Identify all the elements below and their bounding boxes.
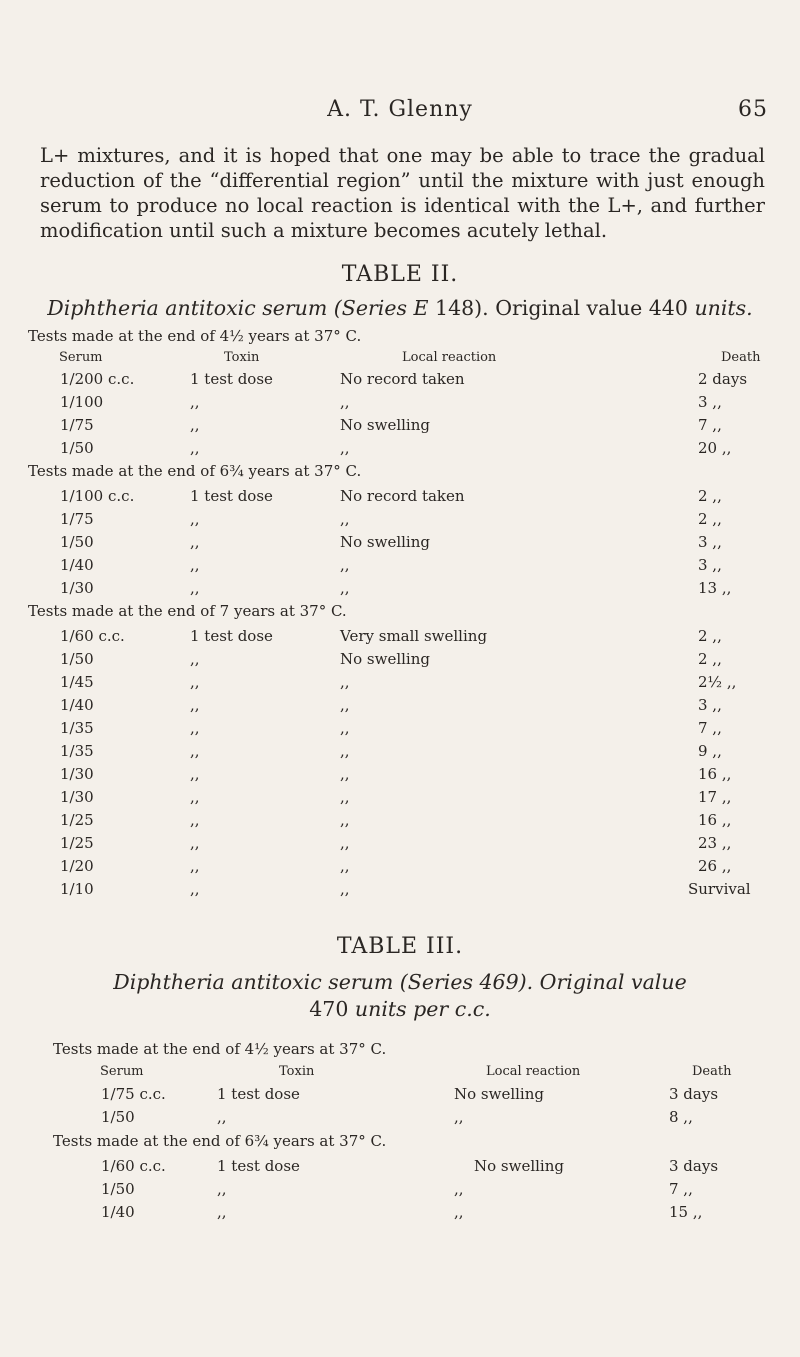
page-number: 65: [738, 97, 768, 122]
table-3-caption-line-2: 470 units per c.c.: [309, 997, 491, 1021]
table-row: 1/75 ,, ,, 2 ,,: [60, 510, 722, 528]
table-row: 1/35 ,, ,, 7 ,,: [60, 719, 722, 737]
table-row: 1/30 ,, ,, 17 ,,: [60, 788, 732, 806]
table-row: 1/35 ,, ,, 9 ,,: [60, 742, 722, 760]
table-3-caption-line-1: Diphtheria antitoxic serum (Series 469). Original value: [113, 970, 687, 994]
running-header: [0, 97, 800, 127]
table-2-section-3-label: Tests made at the end of 7 years at 37° C.: [28, 602, 347, 620]
table-row: 1/20 ,, ,, 26 ,,: [60, 857, 732, 875]
table-2-header-local: Local reaction: [402, 350, 497, 365]
table-row: 1/60 c.c. 1 test dose No swelling 3 days: [101, 1157, 719, 1175]
table-row: 1/60 c.c. 1 test dose Very small swelling 2 ,,: [60, 627, 722, 645]
table-3-title: TABLE III.: [336, 934, 464, 959]
table-2-header-serum: Serum: [59, 350, 103, 365]
table-row: 1/40 ,, ,, 3 ,,: [60, 696, 722, 714]
table-row: 1/50 ,, ,, 20 ,,: [60, 439, 732, 457]
table-row: 1/75 ,, No swelling 7 ,,: [60, 416, 722, 434]
table-3-section-2-label: Tests made at the end of 6¾ years at 37° C.: [53, 1132, 387, 1150]
table-row: 1/100 ,, ,, 3 ,,: [60, 393, 722, 411]
table-row: 1/100 c.c. 1 test dose No record taken 2 ,,: [60, 487, 722, 505]
table-3-section-1-label: Tests made at the end of 4½ years at 37° C.: [53, 1040, 387, 1058]
table-row: 1/30 ,, ,, 16 ,,: [60, 765, 732, 783]
intro-paragraph: L+ mixtures, and it is hoped that one may be able to trace the gradual reduction of the “differential region” until the mixture with just enough serum to produce no local reaction is identical with the L+, and further modification until such a mixture becomes acutely lethal.: [40, 144, 765, 242]
table-2-header-toxin: Toxin: [224, 350, 260, 365]
table-row: 1/50 ,, ,, 7 ,,: [101, 1180, 693, 1198]
table-row: 1/45 ,, ,, 2½ ,,: [60, 673, 737, 691]
table-3-header-serum: Serum: [100, 1064, 144, 1079]
table-row: 1/25 ,, ,, 23 ,,: [60, 834, 732, 852]
table-row: 1/30 ,, ,, 13 ,,: [60, 579, 732, 597]
table-3-header-death: Death: [692, 1064, 732, 1079]
table-2-header-death: Death: [721, 350, 761, 365]
running-title: A. T. Glenny: [327, 97, 473, 122]
table-2-caption: Diphtheria antitoxic serum (Series E 148). Original value 440 units.: [47, 296, 753, 320]
table-3-header-toxin: Toxin: [279, 1064, 315, 1079]
table-row: 1/10 ,, ,, Survival: [60, 880, 751, 898]
table-row: 1/75 c.c. 1 test dose No swelling 3 days: [101, 1085, 719, 1103]
table-row: 1/50 ,, ,, 8 ,,: [101, 1108, 693, 1126]
table-row: 1/50 ,, No swelling 3 ,,: [60, 533, 722, 551]
table-2-section-1-label: Tests made at the end of 4½ years at 37° C.: [28, 327, 362, 345]
table-row: 1/25 ,, ,, 16 ,,: [60, 811, 732, 829]
table-row: 1/50 ,, No swelling 2 ,,: [60, 650, 722, 668]
table-2-section-2-label: Tests made at the end of 6¾ years at 37° C.: [28, 462, 362, 480]
table-2-title: TABLE II.: [341, 262, 459, 287]
table-row: 1/200 c.c. 1 test dose No record taken 2 days: [60, 370, 748, 388]
table-row: 1/40 ,, ,, 3 ,,: [60, 556, 722, 574]
table-row: 1/40 ,, ,, 15 ,,: [101, 1203, 703, 1221]
table-3-header-local: Local reaction: [486, 1064, 581, 1079]
